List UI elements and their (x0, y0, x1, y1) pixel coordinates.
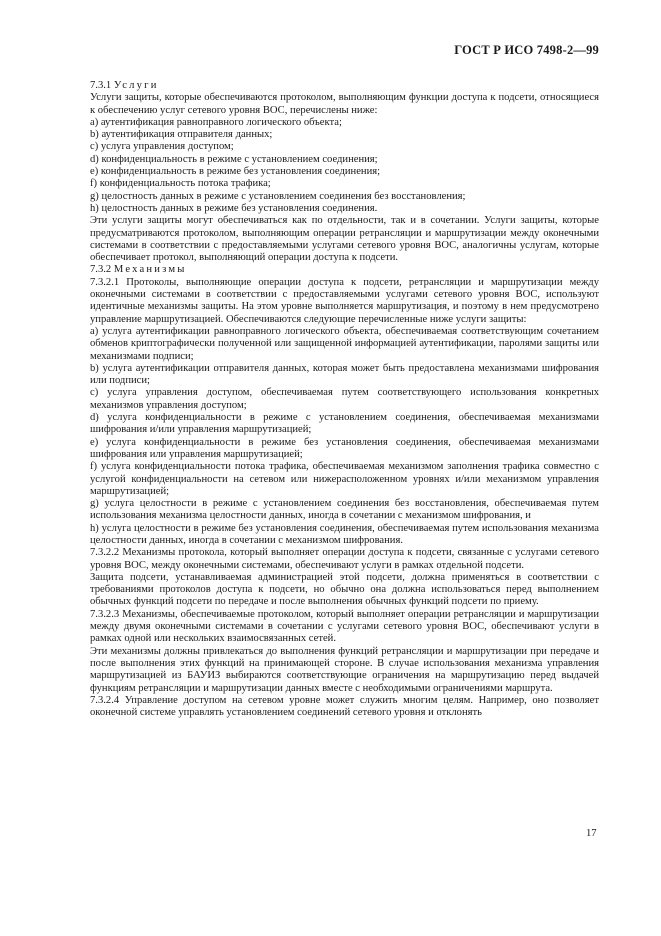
list-item: d) услуга конфиденциальности в режиме с установлением соединения, обеспечиваемая механизмами шифрования и/или управления маршрутизацией; (90, 412, 599, 436)
list-item: f) услуга конфиденциальности потока трафика, обеспечиваемая механизмом заполнения трафика совместно с услугой конфиденциальности на сетевом или нижерасположенном уровнях и/или механизмом управления маршрутизацией; (90, 461, 599, 497)
list-item: a) аутентификация равноправного логического объекта; (90, 116, 342, 128)
paragraph: 7.3.2.1 Протоколы, выполняющие операции доступа к подсети, ретрансляции и маршрутизации между оконечными системами в соответствии с предоставляемыми услугами сетевого уровня ВОС, используют идентичные механизмы защиты. На этом уровне выполняется маршрутизация, и поэтому в нем предусмотрено управление маршрутизацией. Обеспечиваются следующие перечисленные ниже услуги защиты: (90, 276, 599, 325)
section-title: Услуги (113, 80, 159, 91)
list-item: b) услуга аутентификации отправителя данных, которая может быть предоставлена механизмами шифрования или подписи; (90, 362, 599, 387)
list-item: a) услуга аутентификации равноправного логического объекта, обеспечиваемая соответствующим сочетанием обменов криптографически полученной или защищенной информацией аутентификации, паролями защиты или механизмами подписи; (90, 325, 599, 362)
list-item: b) аутентификация отправителя данных; (90, 129, 273, 141)
paragraph: 7.3.2.3 Механизмы, обеспечиваемые протоколом, который выполняет операции ретрансляции и маршрутизации между двумя оконечными системами в сочетании с услугами сетевого уровня ВОС, обеспечивают услуги в рамках одной или нескольких взаимосвязанных сетей. (90, 608, 599, 645)
list-item: e) конфиденциальность в режиме без установления соединения; (90, 166, 381, 178)
list-item: c) услуга управления доступом, обеспечиваемая путем соответствующего использования конкретных механизмов управления доступом; (90, 387, 599, 411)
paragraph: Услуги защиты, которые обеспечиваются протоколом, выполняющим функции доступа к подсети, относящиеся к обеспечению услуг сетевого уровня ВОС, перечислены ниже: (90, 92, 599, 116)
section-heading-7-3-2 (90, 264, 599, 276)
document-body (90, 80, 599, 719)
list-item: e) услуга конфиденциальности в режиме без установления соединения, обеспечиваемая механизмами шифрования или управления маршрутизацией; (90, 436, 599, 460)
paragraph: Эти механизмы должны привлекаться до выполнения функций ретрансляции и маршрутизации при передаче и после выполнения этих функций на принимающей стороне. В случае использования механизма управления маршрутизацией из БАУИЗ выбираются соответствующие ограничения на маршрутизацию перед выдачей функциям ретрансляции и маршрутизации данных вместе с необходимыми ограничениями маршрута. (90, 645, 599, 694)
paragraph: Защита подсети, устанавливаемая администрацией этой подсети, должна применяться в соответствии с требованиями протоколов доступа к подсети, но обычно она должна использоваться перед выполнением обычных функций подсети по передаче и после выполнения обычных функций подсети по приему. (90, 571, 599, 608)
list-item: g) целостность данных в режиме с установлением соединения без восстановления; (90, 190, 466, 202)
section-number: 7.3.2 (90, 264, 112, 276)
list-item: h) целостность данных в режиме без установления соединения. (90, 202, 378, 214)
section-heading-7-3-1 (90, 80, 599, 92)
paragraph: Эти услуги защиты могут обеспечиваться как по отдельности, так и в сочетании. Услуги защиты, которые предусматриваются протоколом, выполняющим операции ретрансляции и маршрутизации между оконечными системами в соответствии с предоставляемыми услугами сетевого уровня ВОС, аналогичны услугам, которые обеспечивает протокол, выполняющий операции доступа к подсети. (90, 215, 599, 264)
section-number: 7.3.1 (90, 80, 112, 91)
list-item: g) услуга целостности в режиме с установлением соединения без восстановления, обеспечиваемая путем использования механизма целостности данных, иногда в сочетании с механизмом шифрования, и (90, 498, 599, 522)
section-title: Механизмы (113, 264, 187, 276)
list-item: h) услуга целостности в режиме без установления соединения, обеспечиваемая путем использования механизма целостности данных, иногда в сочетании с механизмом шифрования. (90, 522, 599, 546)
page-number: 17 (586, 828, 597, 839)
paragraph: 7.3.2.4 Управление доступом на сетевом уровне может служить многим целям. Например, оно позволяет оконечной системе управлять установлением соединений сетевого уровня и отклонять (90, 694, 599, 719)
paragraph: 7.3.2.2 Механизмы протокола, который выполняет операции доступа к подсети, связанные с услугами сетевого уровня ВОС, между оконечными системами, обеспечивают услуги в рамках отдельной подсети. (90, 547, 599, 571)
list-item: f) конфиденциальность потока трафика; (90, 178, 271, 190)
document-header: ГОСТ Р ИСО 7498-2—99 (454, 43, 599, 57)
list-item: d) конфиденциальность в режиме с установлением соединения; (90, 153, 378, 165)
list-item: c) услуга управления доступом; (90, 141, 234, 153)
